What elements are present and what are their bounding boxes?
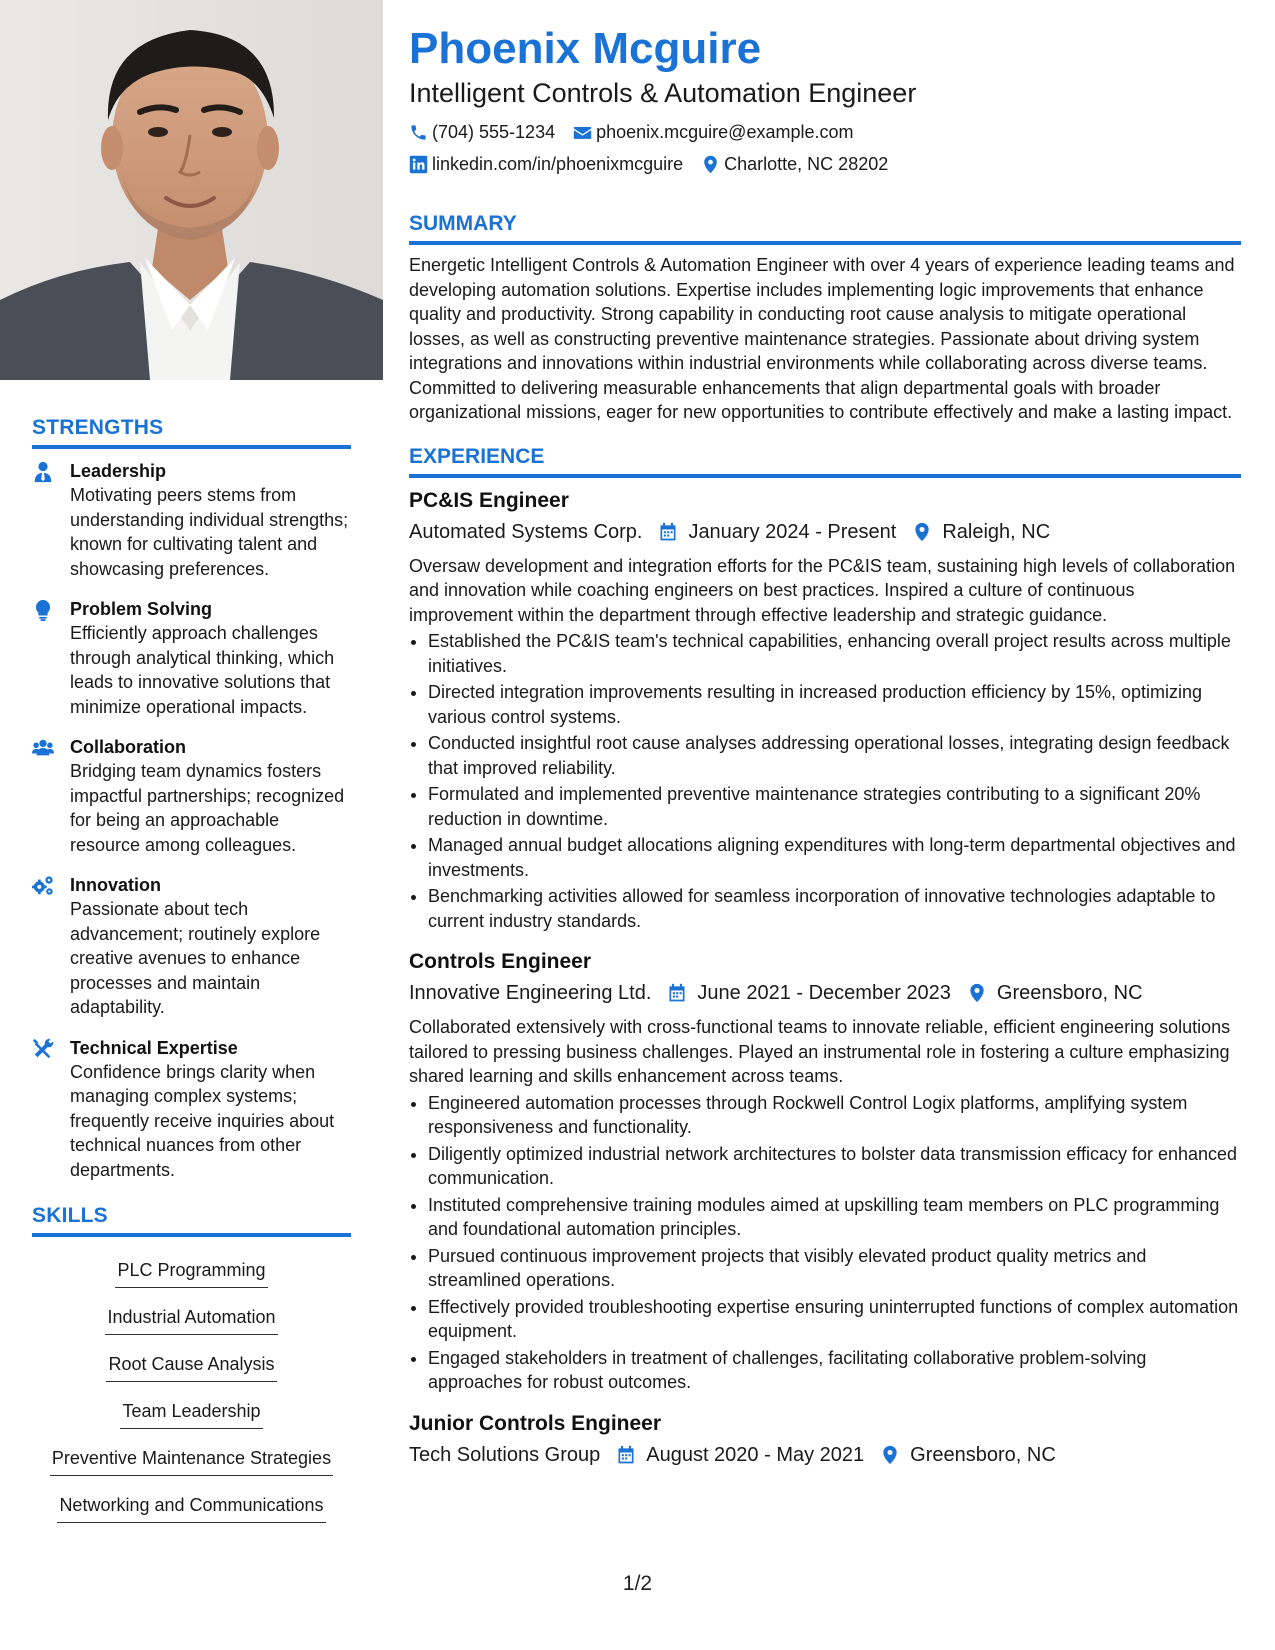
job-dates: January 2024 - Present bbox=[688, 520, 897, 543]
strengths-heading: STRENGTHS bbox=[32, 416, 351, 449]
main-column bbox=[409, 22, 1241, 1477]
map-pin-icon bbox=[880, 1445, 900, 1465]
experience-heading: EXPERIENCE bbox=[409, 445, 1241, 478]
job-title: Junior Controls Engineer bbox=[409, 1411, 662, 1435]
tools-icon bbox=[32, 1038, 54, 1060]
strength-desc: Confidence brings clarity when managing complex systems; frequently receive inquiries about technical nuances from other departments. bbox=[70, 1061, 335, 1180]
email-contact[interactable] bbox=[573, 116, 853, 148]
strength-title: Leadership bbox=[70, 461, 167, 481]
strength-desc: Efficiently approach challenges through analytical thinking, which leads to innovative solutions that minimize operational impacts. bbox=[70, 623, 335, 717]
bullet-item: • Established the PC&IS team's technical capabilities, enhancing overall project results across multiple initiatives. bbox=[428, 629, 1241, 678]
location-text: Charlotte, NC 28202 bbox=[724, 154, 889, 174]
users-icon bbox=[32, 737, 54, 759]
strength-desc: Passionate about tech advancement; routinely explore creative avenues to enhance processes and maintain adaptability. bbox=[70, 899, 321, 1017]
bullet-item: • Effectively provided troubleshooting expertise ensuring uninterrupted functions of complex automation equipment. bbox=[428, 1295, 1241, 1344]
job-location: Greensboro, NC bbox=[996, 982, 1143, 1004]
strength-desc: Bridging team dynamics fosters impactful partnerships; recognized for being an approachable resource among colleagues. bbox=[70, 761, 345, 855]
job-entry bbox=[409, 947, 1241, 1395]
candidate-name: Phoenix Mcguire bbox=[409, 24, 762, 73]
job-entry bbox=[409, 486, 1241, 934]
job-headline: Intelligent Controls & Automation Engineer bbox=[409, 78, 917, 108]
strength-item-innovation bbox=[32, 873, 351, 1020]
bullet-item: • Formulated and implemented preventive maintenance strategies contributing to a significant 20% reduction in downtime. bbox=[428, 782, 1241, 831]
strength-desc: Motivating peers stems from understanding individual strengths; known for cultivating talent and showcasing preferences. bbox=[70, 485, 349, 579]
user-tie-icon bbox=[32, 461, 54, 483]
job-meta bbox=[409, 516, 1241, 548]
gears-icon bbox=[32, 875, 54, 897]
skill-tag: Industrial Automation bbox=[105, 1304, 277, 1335]
linkedin-text: linkedin.com/in/phoenixmcguire bbox=[432, 154, 684, 174]
bullet-item: • Engaged stakeholders in treatment of challenges, facilitating collaborative problem-solving approaches for robust outcomes. bbox=[428, 1346, 1241, 1395]
calendar-icon bbox=[667, 983, 687, 1003]
bullet-item: • Instituted comprehensive training modules aimed at upskilling team members on PLC programming and foundational automation principles. bbox=[428, 1193, 1241, 1242]
strength-title: Technical Expertise bbox=[70, 1037, 238, 1058]
job-bullets bbox=[409, 629, 1241, 933]
strength-item-leadership bbox=[32, 459, 351, 581]
page-number: 1/2 bbox=[622, 1572, 653, 1595]
email-text: phoenix.mcguire@example.com bbox=[596, 122, 854, 142]
lightbulb-icon bbox=[32, 599, 54, 621]
strength-title: Problem Solving bbox=[70, 599, 213, 619]
linkedin-contact[interactable] bbox=[409, 148, 683, 180]
envelope-icon bbox=[573, 123, 592, 142]
job-location: Raleigh, NC bbox=[942, 520, 1051, 543]
bullet-item: • Conducted insightful root cause analyses addressing operational losses, integrating design feedback that improved reliability. bbox=[428, 731, 1241, 780]
company-name: Innovative Engineering Ltd. bbox=[409, 982, 652, 1004]
job-description: Collaborated extensively with cross-functional teams to innovate reliable, efficient engineering solutions tailored to pressing business challenges. Played an instrumental role in fostering a culture emphasizing shared learning and skills enhancement across teams. bbox=[409, 1017, 1231, 1086]
summary-text: Energetic Intelligent Controls & Automation Engineer with over 4 years of experience leading teams and developing automation solutions. Expertise includes implementing logic improvements that enhance quality and productivity. Strong capability in conducting root cause analysis to mitigate operational losses, as well as constructing preventive maintenance strategies. Passionate about driving system integrations and innovations within industrial environments while collaborating across diverse teams. Committed to delivering measurable enhancements that align departmental goals with broader organizational missions, eager for new opportunities to contribute effectively and make a lasting impact. bbox=[409, 255, 1235, 422]
strength-title: Innovation bbox=[70, 875, 161, 895]
sidebar bbox=[0, 0, 383, 1539]
strength-item-technical-expertise bbox=[32, 1036, 351, 1183]
job-bullets bbox=[409, 1091, 1241, 1395]
skill-tag: Team Leadership bbox=[120, 1398, 262, 1429]
calendar-icon bbox=[658, 522, 678, 542]
job-dates: August 2020 - May 2021 bbox=[646, 1443, 865, 1466]
phone-contact[interactable] bbox=[409, 116, 555, 148]
job-meta bbox=[409, 1439, 1241, 1471]
strength-title: Collaboration bbox=[70, 737, 186, 757]
job-description: Oversaw development and integration efforts for the PC&IS team, sustaining high levels of collaboration and innovation while coaching engineers on best practices. Inspired a culture of continuous improvement within the department through effective leadership and strategic guidance. bbox=[409, 555, 1236, 625]
job-location: Greensboro, NC bbox=[910, 1443, 1056, 1466]
bullet-item: • Benchmarking activities allowed for seamless incorporation of innovative technologies adaptable to current industry standards. bbox=[428, 884, 1241, 933]
summary-heading: SUMMARY bbox=[409, 212, 1241, 245]
job-title: PC&IS Engineer bbox=[409, 488, 569, 512]
linkedin-icon bbox=[409, 155, 428, 174]
location-contact bbox=[701, 148, 888, 180]
skills-heading: SKILLS bbox=[32, 1204, 351, 1237]
job-entry bbox=[409, 1409, 1241, 1471]
bullet-item: • Pursued continuous improvement projects that visibly elevated product quality metrics and streamlined operations. bbox=[428, 1244, 1241, 1293]
calendar-icon bbox=[616, 1445, 636, 1465]
phone-text: (704) 555-1234 bbox=[432, 122, 556, 142]
skill-tag: Root Cause Analysis bbox=[106, 1351, 276, 1382]
skills-list bbox=[32, 1257, 351, 1539]
contact-row bbox=[409, 116, 1241, 148]
skill-tag: PLC Programming bbox=[115, 1257, 267, 1288]
bullet-item: • Engineered automation processes through Rockwell Control Logix platforms, amplifying system responsiveness and functionality. bbox=[428, 1091, 1241, 1140]
company-name: Automated Systems Corp. bbox=[409, 520, 643, 543]
job-dates: June 2021 - December 2023 bbox=[697, 982, 951, 1004]
map-pin-icon bbox=[967, 983, 987, 1003]
strength-item-problem-solving bbox=[32, 597, 351, 719]
skill-tag: Networking and Communications bbox=[57, 1492, 325, 1523]
strength-item-collaboration bbox=[32, 735, 351, 857]
skill-tag: Preventive Maintenance Strategies bbox=[50, 1445, 333, 1476]
portrait-illustration bbox=[0, 0, 383, 380]
contact-row-2 bbox=[409, 148, 1241, 180]
bullet-item: • Directed integration improvements resulting in increased production efficiency by 15%, optimizing various control systems. bbox=[428, 680, 1241, 729]
company-name: Tech Solutions Group bbox=[409, 1443, 601, 1466]
job-meta bbox=[409, 977, 1241, 1009]
job-title: Controls Engineer bbox=[409, 950, 592, 973]
bullet-item: • Managed annual budget allocations aligning expenditures with long-term departmental objectives and investments. bbox=[428, 833, 1241, 882]
map-pin-icon bbox=[912, 522, 932, 542]
profile-photo bbox=[0, 0, 383, 380]
bullet-item: • Diligently optimized industrial network architectures to bolster data transmission efficacy for enhanced communication. bbox=[428, 1142, 1241, 1191]
phone-icon bbox=[409, 123, 428, 142]
map-pin-icon bbox=[701, 155, 720, 174]
